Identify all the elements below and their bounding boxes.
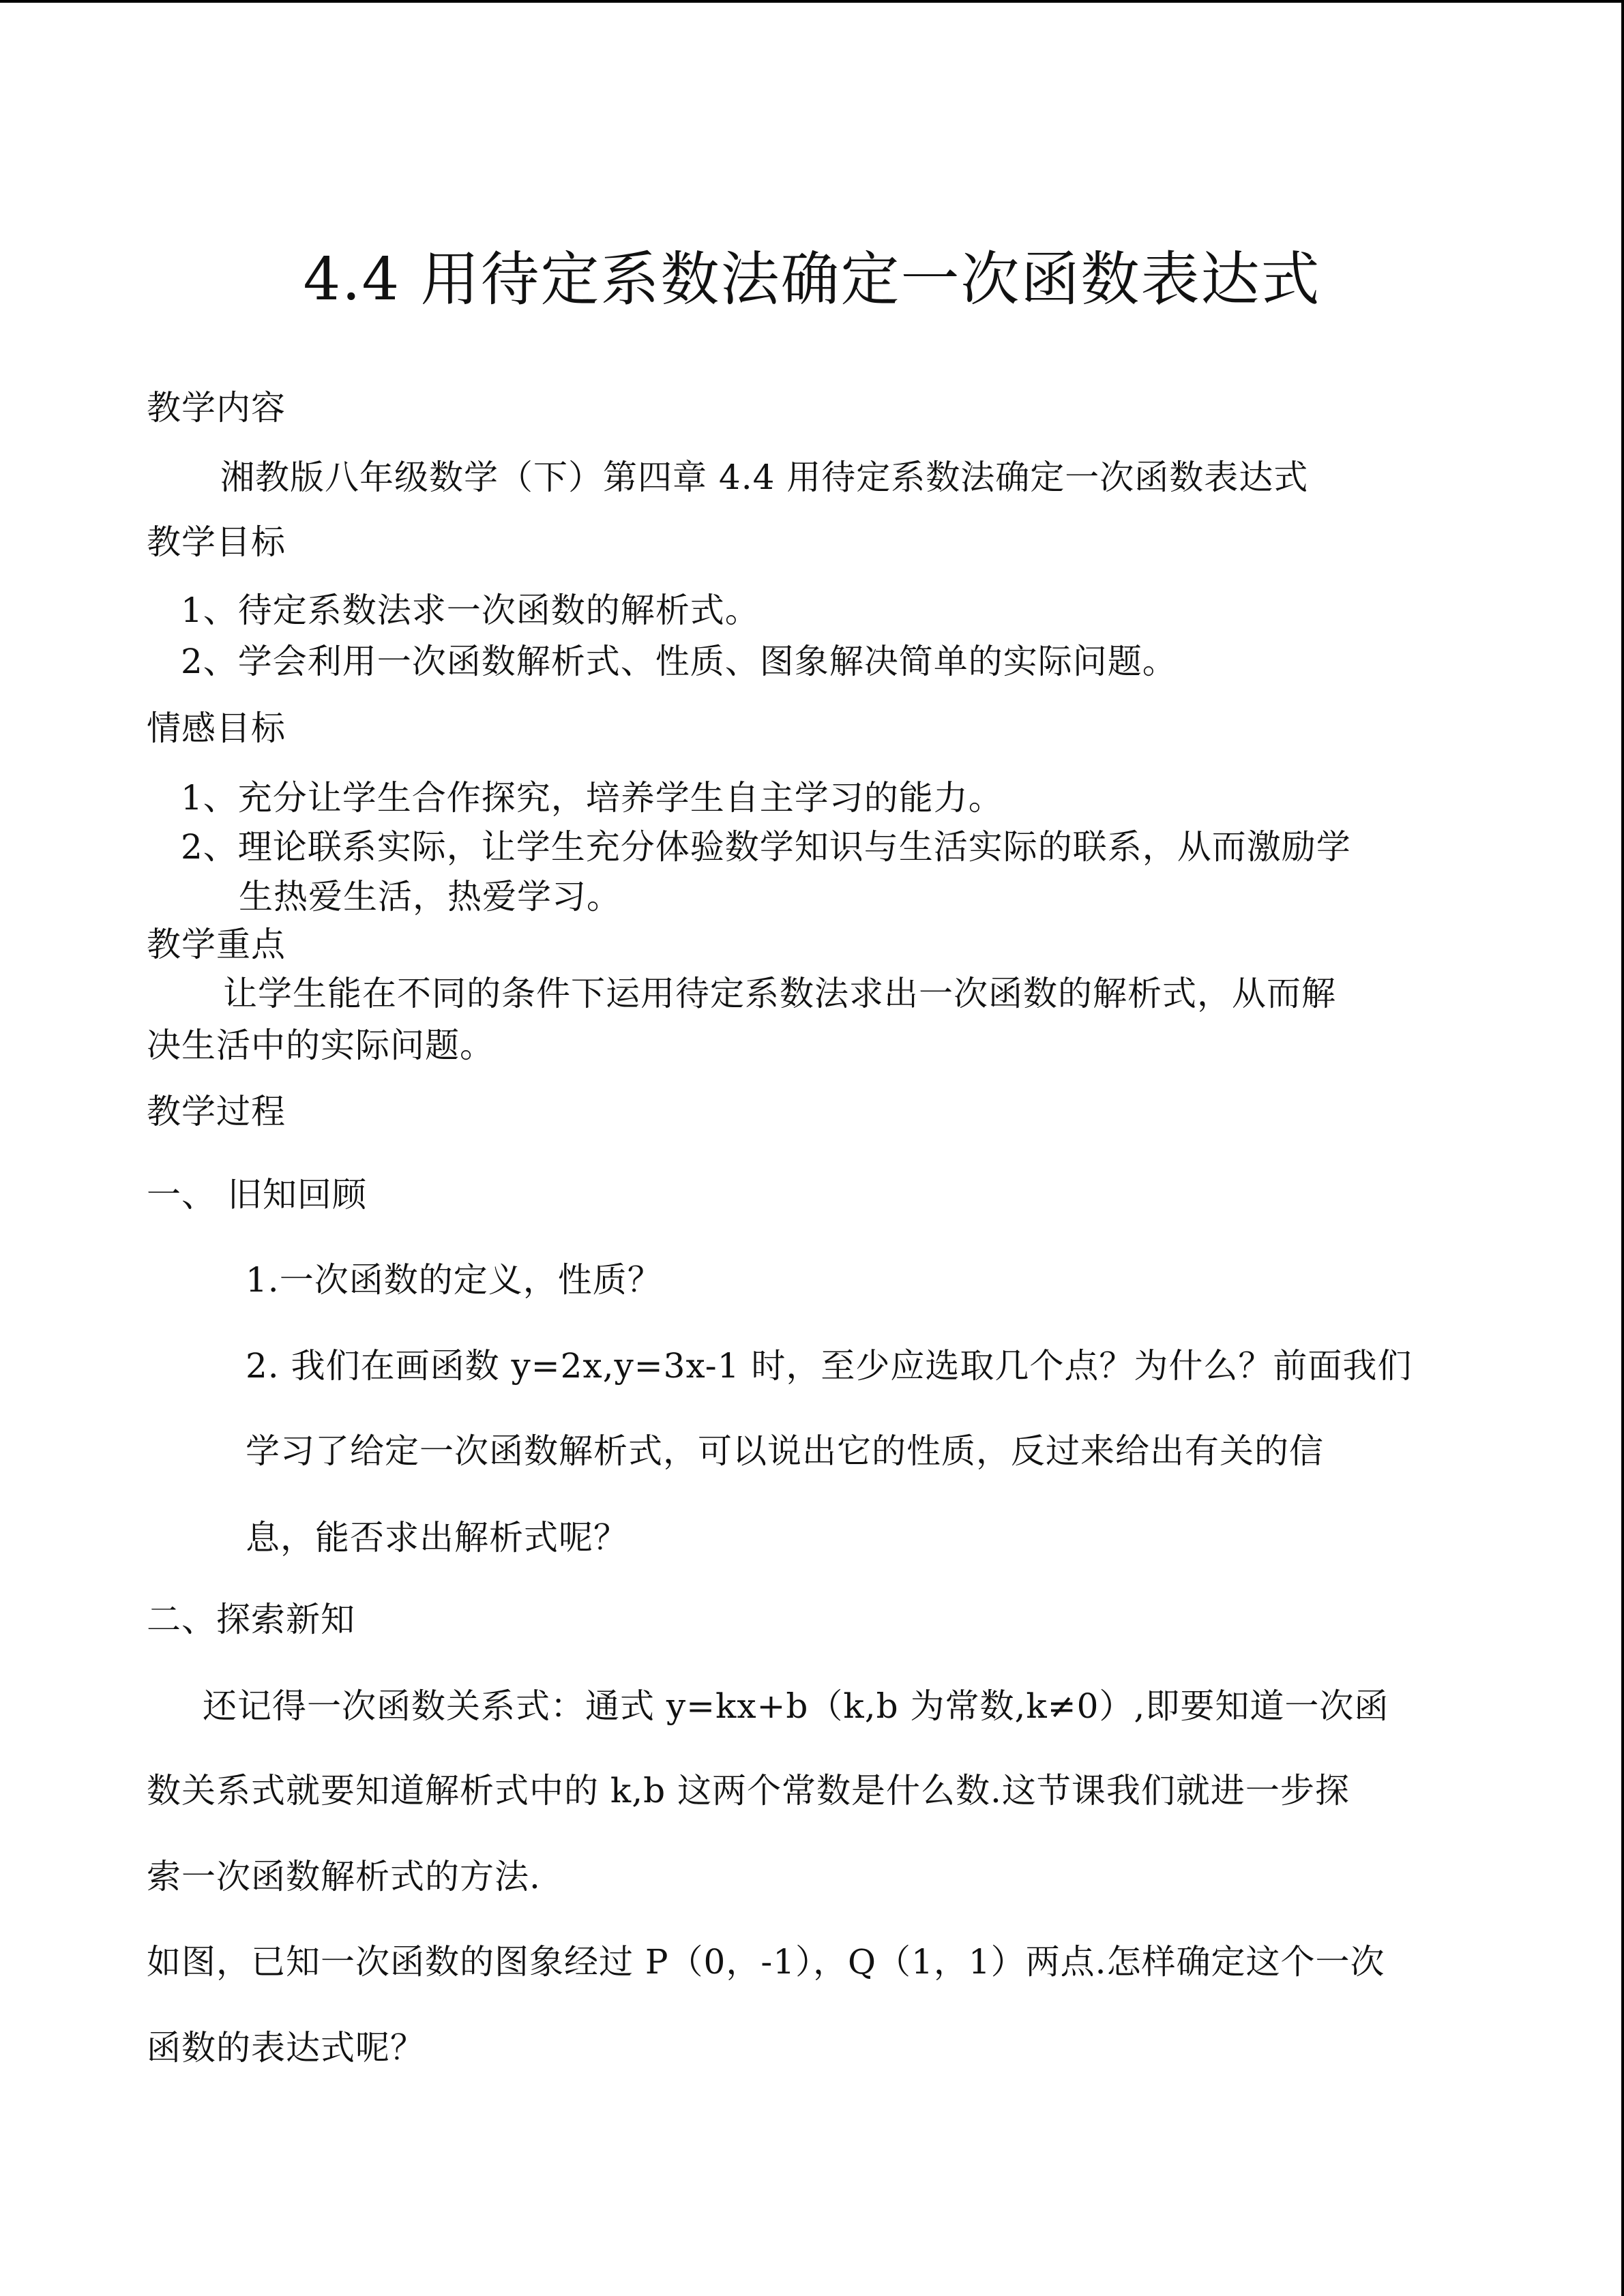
review-line: 学习了给定一次函数解析式，可以说出它的性质，反过来给出有关的信 — [246, 1431, 1324, 1471]
key-points-heading: 教学重点 — [147, 925, 286, 964]
explore-heading: 二、探索新知 — [147, 1600, 355, 1639]
page-right-border — [1621, 0, 1624, 2296]
explore-line: 函数的表达式呢？ — [147, 2028, 425, 2068]
page-top-border — [0, 0, 1624, 3]
emotional-goal-item-continuation: 生热爱生活，热爱学习。 — [239, 877, 621, 916]
explore-line: 索一次函数解析式的方法. — [147, 1857, 541, 1896]
teaching-goal-item: 1、待定系数法求一次函数的解析式。 — [181, 591, 760, 630]
review-heading: 一、 旧知回顾 — [147, 1175, 367, 1214]
review-line: 息，能否求出解析式呢？ — [246, 1518, 628, 1557]
key-points-line: 决生活中的实际问题。 — [147, 1026, 494, 1065]
emotional-goal-item: 2、理论联系实际，让学生充分体验数学知识与生活实际的联系，从而激励学 — [181, 827, 1351, 867]
document-title: 4.4 用待定系数法确定一次函数表达式 — [303, 245, 1321, 314]
teaching-content-heading: 教学内容 — [147, 388, 286, 428]
teaching-content-text: 湘教版八年级数学（下）第四章 4.4 用待定系数法确定一次函数表达式 — [220, 458, 1309, 497]
teaching-goal-item: 2、学会利用一次函数解析式、性质、图象解决简单的实际问题。 — [181, 642, 1177, 681]
key-points-line: 让学生能在不同的条件下运用待定系数法求出一次函数的解析式，从而解 — [223, 974, 1336, 1013]
process-heading: 教学过程 — [147, 1092, 286, 1131]
review-line: 2. 我们在画函数 y=2x,y=3x-1 时，至少应选取几个点？为什么？前面我们 — [246, 1346, 1413, 1386]
emotional-goal-item: 1、充分让学生合作探究，培养学生自主学习的能力。 — [181, 778, 1003, 818]
teaching-goals-heading: 教学目标 — [147, 522, 286, 562]
explore-line: 如图，已知一次函数的图象经过 P（0，-1），Q（1，1）两点.怎样确定这个一次 — [147, 1942, 1385, 1982]
emotional-goals-heading: 情感目标 — [147, 709, 286, 748]
explore-line: 数关系式就要知道解析式中的 k,b 这两个常数是什么数.这节课我们就进一步探 — [147, 1771, 1350, 1810]
explore-line: 还记得一次函数关系式：通式 y=kx+b（k,b 为常数,k≠0）,即要知道一次函 — [203, 1686, 1389, 1726]
review-line: 1.一次函数的定义，性质？ — [246, 1260, 662, 1300]
